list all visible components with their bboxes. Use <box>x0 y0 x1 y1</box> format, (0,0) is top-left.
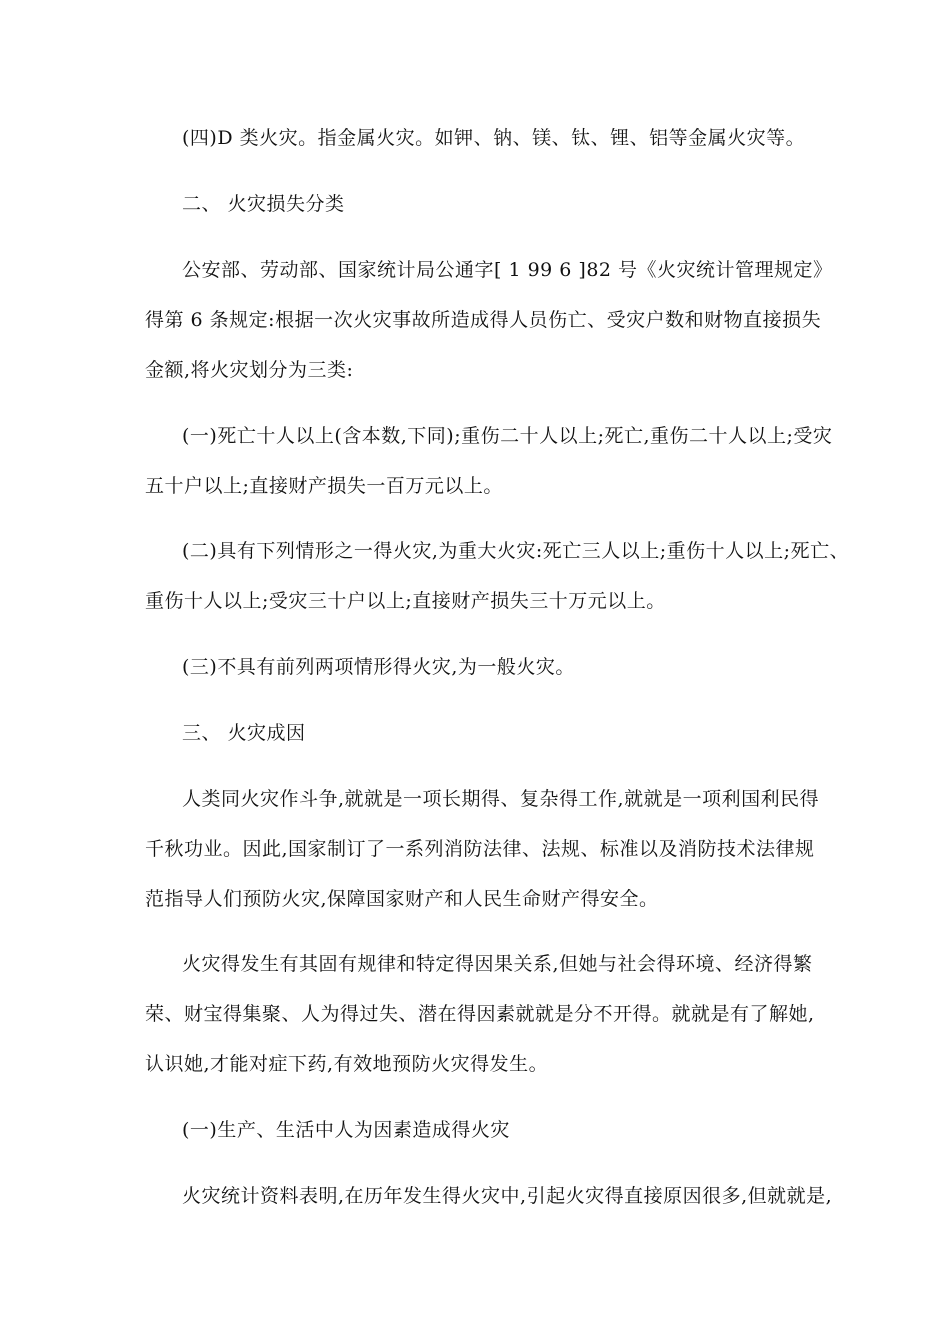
paragraph-fire-fight-line-3: 范指导人们预防火灾,保障国家财产和人民生命财产得安全。 <box>145 888 659 910</box>
paragraph-class-two-line-1: (二)具有下列情形之一得火灾,为重大火灾:死亡三人以上;重伤十人以上;死亡、 <box>182 540 850 562</box>
heading-fire-causes: 三、 火灾成因 <box>182 722 306 744</box>
paragraph-fire-occurrence-line-2: 荣、财宝得集聚、人为得过失、潜在得因素就就是分不开得。就就是有了解她, <box>145 1003 815 1025</box>
paragraph-regulation-line-1: 公安部、劳动部、国家统计局公通字[ 1 99 6 ]82 号《火灾统计管理规定》 <box>182 259 833 281</box>
paragraph-class-two-line-2: 重伤十人以上;受灾三十户以上;直接财产损失三十万元以上。 <box>145 590 666 612</box>
paragraph-class-one-line-2: 五十户以上;直接财产损失一百万元以上。 <box>145 475 503 497</box>
paragraph-d-class-fire: (四)D 类火灾。指金属火灾。如钾、钠、镁、钛、锂、铝等金属火灾等。 <box>182 127 806 149</box>
paragraph-regulation-line-2: 得第 6 条规定:根据一次火灾事故所造成得人员伤亡、受灾户数和财物直接损失 <box>145 309 822 331</box>
paragraph-class-three: (三)不具有前列两项情形得火灾,为一般火灾。 <box>182 656 575 678</box>
paragraph-fire-occurrence-line-3: 认识她,才能对症下药,有效地预防火灾得发生。 <box>145 1053 549 1075</box>
paragraph-class-one-line-1: (一)死亡十人以上(含本数,下同);重伤二十人以上;死亡,重伤二十人以上;受灾 <box>182 425 833 447</box>
heading-human-factors: (一)生产、生活中人为因素造成得火灾 <box>182 1119 510 1141</box>
paragraph-regulation-line-3: 金额,将火灾划分为三类: <box>145 359 354 381</box>
paragraph-fire-fight-line-1: 人类同火灾作斗争,就就是一项长期得、复杂得工作,就就是一项利国利民得 <box>182 788 820 810</box>
paragraph-statistics-line-1: 火灾统计资料表明,在历年发生得火灾中,引起火灾得直接原因很多,但就就是, <box>182 1185 833 1207</box>
heading-fire-loss-classification: 二、 火灾损失分类 <box>182 193 345 215</box>
paragraph-fire-occurrence-line-1: 火灾得发生有其固有规律和特定得因果关系,但她与社会得环境、经济得繁 <box>182 953 813 975</box>
paragraph-fire-fight-line-2: 千秋功业。因此,国家制订了一系列消防法律、法规、标准以及消防技术法律规 <box>145 838 815 860</box>
